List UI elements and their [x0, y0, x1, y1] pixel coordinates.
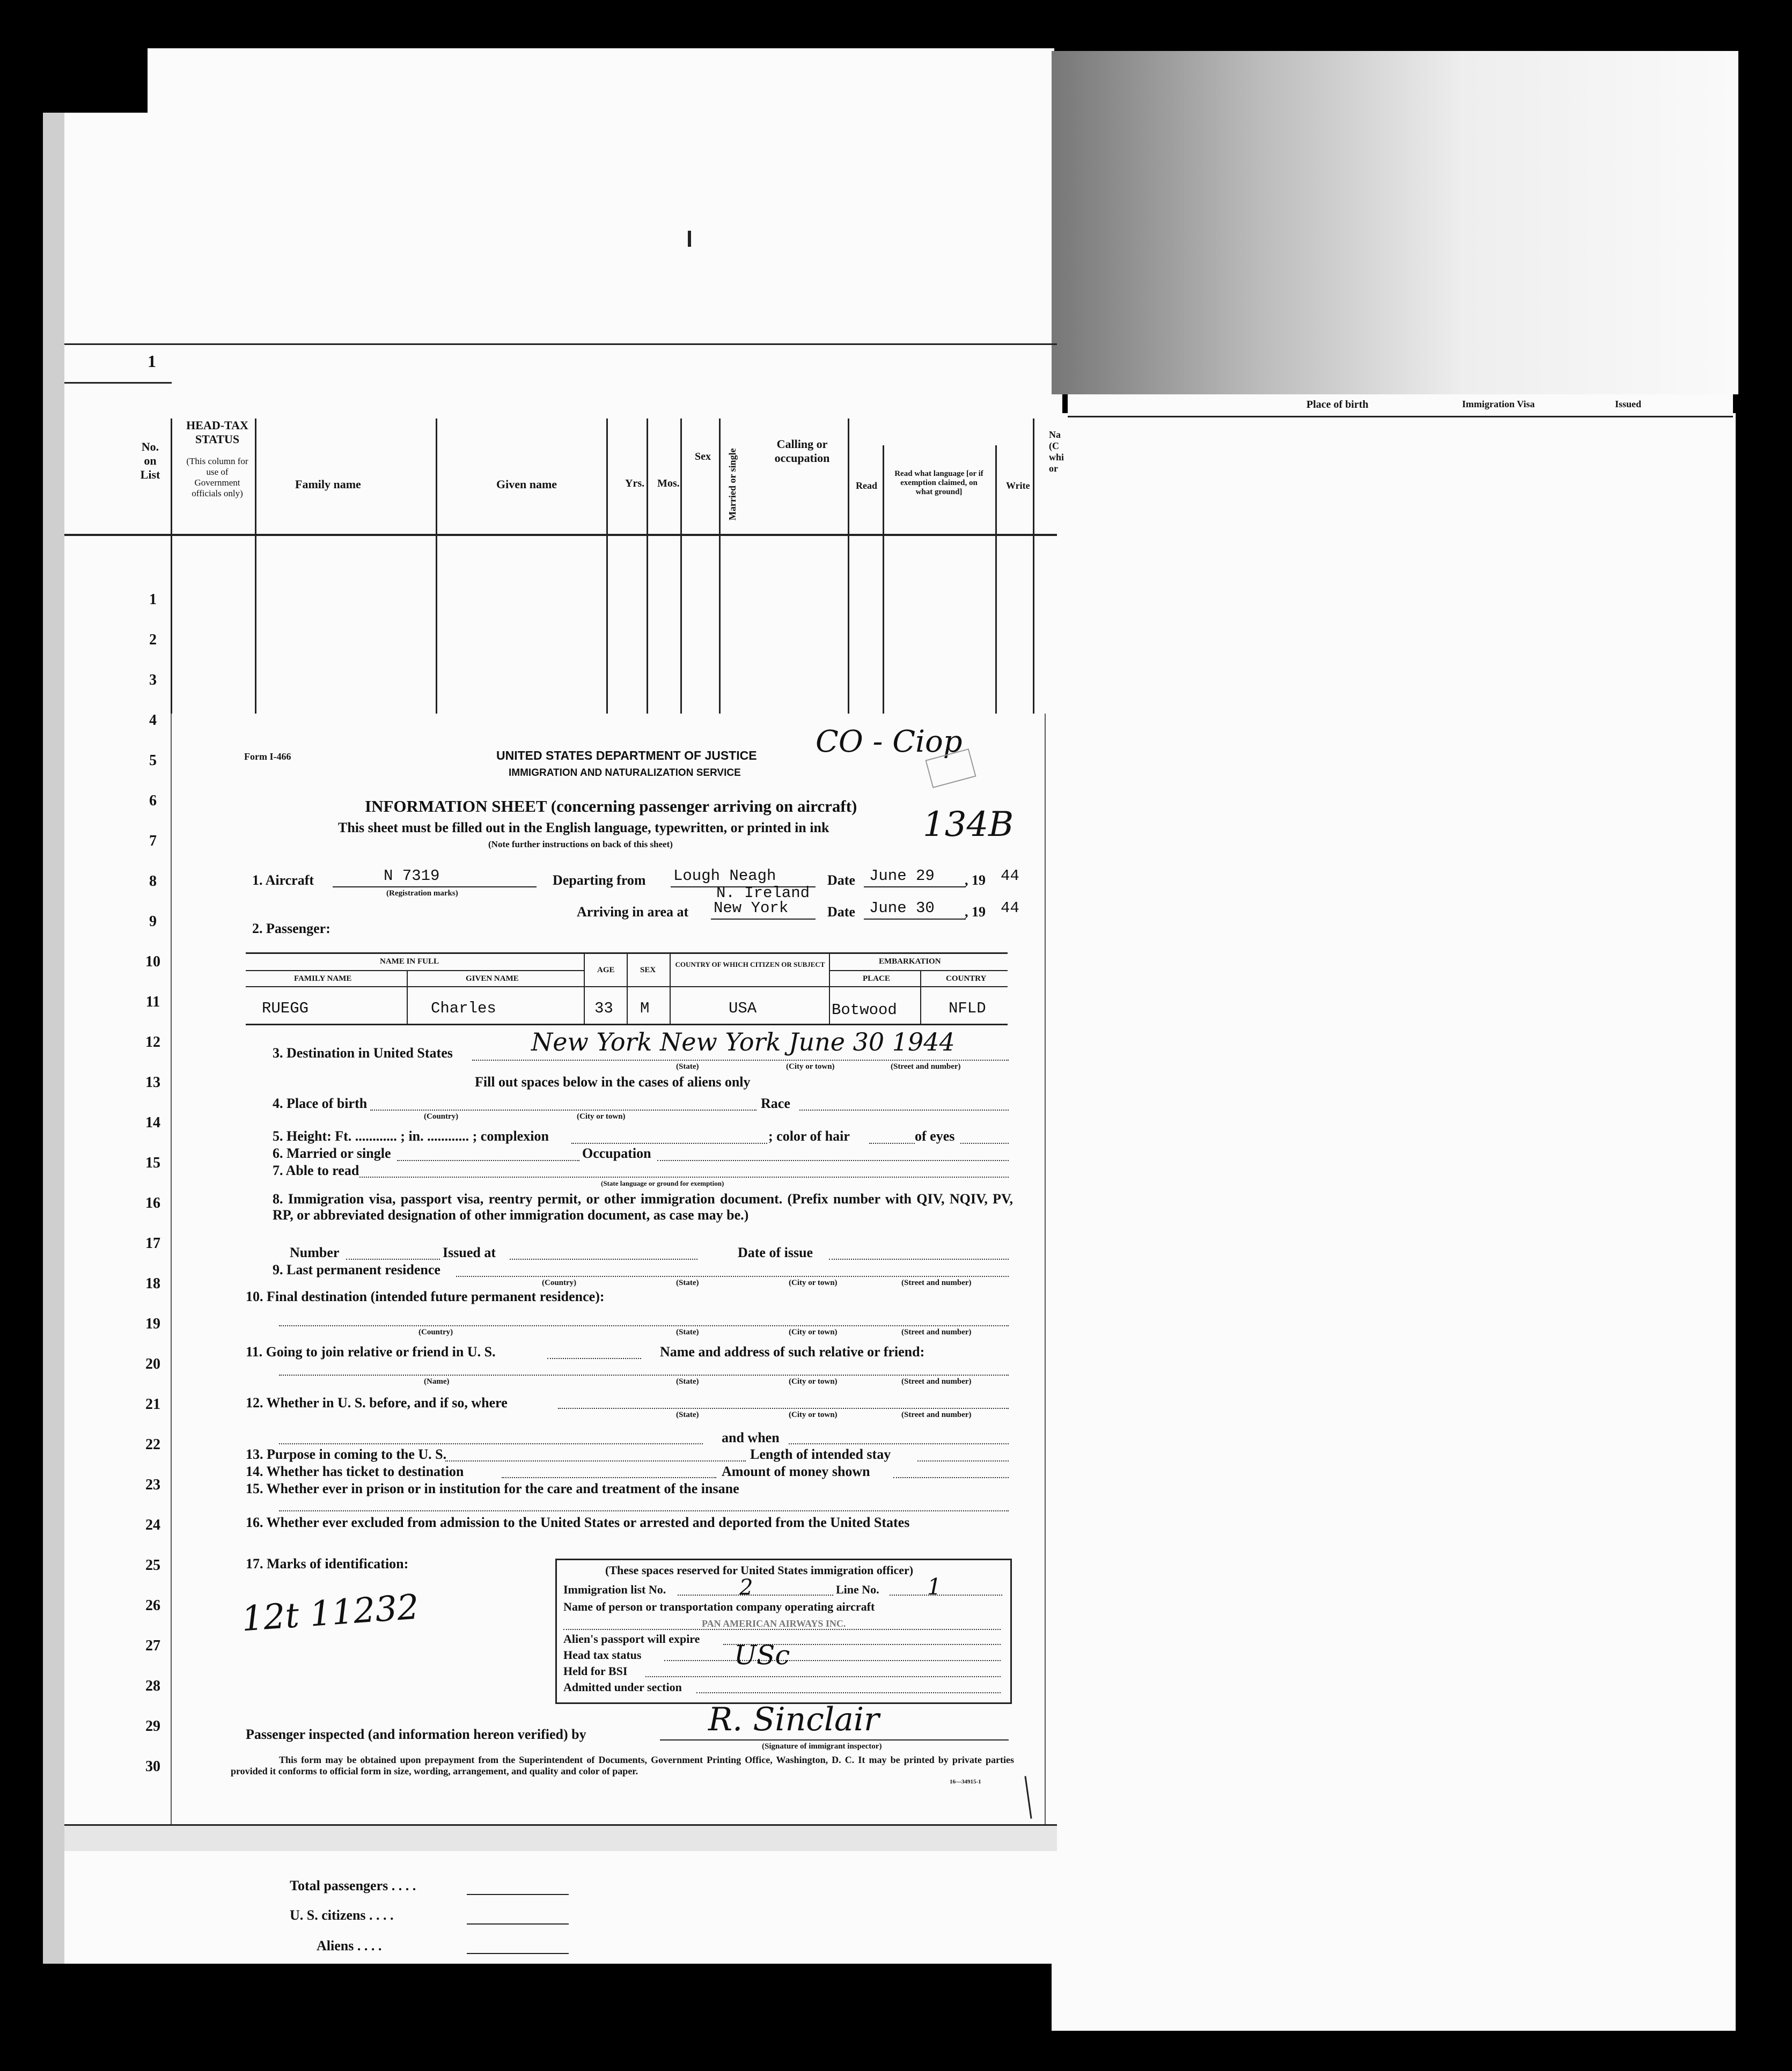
item-11-name: (Name): [424, 1377, 450, 1386]
family-name-header: FAMILY NAME: [294, 974, 352, 983]
row-number: 10: [145, 953, 160, 970]
flap-mark: [688, 231, 691, 247]
aliens-label: Aliens . . . .: [317, 1938, 382, 1954]
officer-box: [555, 1559, 1012, 1704]
officer-list-no: 2: [739, 1575, 753, 1600]
officer-head-tax-line: [664, 1660, 1001, 1661]
row-number: 24: [145, 1517, 160, 1533]
item-11-city: (City or town): [789, 1377, 838, 1386]
item-4-country: (Country): [424, 1112, 459, 1121]
row-number: 25: [145, 1557, 160, 1574]
row-number: 26: [145, 1597, 160, 1614]
item-14-money: Amount of money shown: [722, 1464, 870, 1479]
header-mos: Mos.: [657, 478, 680, 489]
header-issued: Issued: [1615, 399, 1642, 409]
row-number: 7: [149, 833, 157, 849]
form-note: (Note further instructions on back of this sheet): [488, 839, 673, 849]
item-17-label: 17. Marks of identification:: [246, 1556, 409, 1571]
officer-head-tax-value: USc: [734, 1640, 790, 1671]
total-passengers-label: Total passengers . . . .: [290, 1878, 416, 1893]
row-number: 2: [149, 631, 157, 648]
name-in-full-header: NAME IN FULL: [380, 957, 439, 966]
arrive-date-line: [864, 919, 966, 920]
officer-line-no-label: Line No.: [836, 1583, 879, 1596]
item-8-number-line: [346, 1259, 440, 1260]
header-married: Married or single: [727, 448, 738, 520]
item-11-name-address: Name and address of such relative or friend:: [660, 1344, 925, 1360]
officer-line-no-line: [890, 1595, 1002, 1596]
item-10-country: (Country): [418, 1328, 453, 1336]
header-calling: Calling or occupation: [774, 437, 830, 465]
item-8-date: Date of issue: [738, 1245, 813, 1260]
item-5-eyes-line: [960, 1143, 1009, 1144]
item-8-issued-line: [510, 1259, 697, 1260]
passenger-table: [246, 952, 1008, 1025]
item-14-label: 14. Whether has ticket to destination: [246, 1464, 464, 1479]
officer-bsi-label: Held for BSI: [563, 1664, 628, 1678]
header-head-tax-note: (This column for use of Government officials only): [186, 456, 248, 498]
item-14-money-line: [893, 1477, 1009, 1478]
officer-passport-expire: Alien's passport will expire: [563, 1632, 700, 1646]
officer-box-title: (These spaces reserved for United States immigration officer): [605, 1563, 914, 1577]
embark-place: Botwood: [832, 1001, 897, 1019]
destination-line: [472, 1060, 1009, 1061]
row-number: 30: [145, 1758, 160, 1775]
header-place-of-birth: Place of birth: [1306, 399, 1369, 410]
item-8-label: 8. Immigration visa, passport visa, reentry permit, or other immigration document. (Prefix number with QIV, NQIV, PV, RP, or abbreviated designation of other immigration document, as case may be.): [273, 1191, 1013, 1223]
header-nationality-partial: Na (C whi or: [1049, 429, 1064, 474]
row-number: 20: [145, 1356, 160, 1372]
item-10-city: (City or town): [789, 1328, 838, 1336]
item-6-label: 6. Married or single: [273, 1145, 391, 1161]
item-12-when-line-b: [789, 1443, 1009, 1444]
right-header-strip: [1068, 394, 1733, 417]
item-4-line: [370, 1110, 757, 1111]
item-4-city: (City or town): [577, 1112, 626, 1121]
manifest-edge: [43, 113, 64, 1964]
item-12-street: (Street and number): [901, 1411, 972, 1419]
header-family-name: Family name: [295, 478, 361, 491]
row-number: 19: [145, 1316, 160, 1332]
row-number: 21: [145, 1396, 160, 1413]
country-header: COUNTRY OF WHICH CITIZEN OR SUBJECT: [675, 960, 825, 968]
item-8-issued: Issued at: [443, 1245, 496, 1260]
top-flap: [148, 48, 1054, 424]
depart-date: June 29: [869, 867, 935, 885]
passenger-label: 2. Passenger:: [252, 921, 331, 936]
header-immigration-visa: Immigration Visa: [1462, 399, 1535, 409]
signature-sub: (Signature of immigrant inspector): [762, 1742, 882, 1751]
passenger-given-name: Charles: [431, 1000, 496, 1017]
passenger-family-name: RUEGG: [262, 1000, 309, 1017]
item-14-line: [502, 1477, 716, 1478]
row-number: 3: [149, 672, 157, 688]
row-number: 6: [149, 792, 157, 809]
item-12-label: 12. Whether in U. S. before, and if so, where: [246, 1395, 508, 1411]
arrive-date: June 30: [869, 899, 935, 917]
country2-header: COUNTRY: [946, 974, 987, 983]
item-4-race-line: [799, 1110, 1009, 1111]
item-13-len-line: [917, 1460, 1009, 1462]
inspector-signature: R. Sinclair: [708, 1701, 879, 1738]
item-12-line: [558, 1408, 1009, 1409]
item-11-line-2: [279, 1375, 1009, 1376]
depart-year: 44: [1001, 867, 1019, 885]
arrive-year-prefix: , 19: [965, 904, 986, 920]
row-number: 8: [149, 873, 157, 890]
officer-operator-label: Name of person or transportation company operating aircraft: [563, 1600, 875, 1613]
form-footer-code: 16—34915-1: [950, 1779, 981, 1785]
item-17-handwritten: 12t 11232: [240, 1587, 421, 1640]
item-10-street: (Street and number): [901, 1328, 972, 1336]
item-11-street: (Street and number): [901, 1377, 972, 1386]
depart-date-line: [864, 886, 966, 887]
embarkation-header: EMBARKATION: [879, 957, 941, 966]
item-16-label: 16. Whether ever excluded from admission to the United States or arrested and deported from the United States: [246, 1515, 910, 1530]
depart-year-prefix: , 19: [965, 872, 986, 888]
item-4-label: 4. Place of birth: [273, 1096, 368, 1111]
manifest-header: [107, 418, 1068, 539]
item-4-race: Race: [761, 1096, 790, 1111]
place-header: PLACE: [863, 974, 890, 983]
row-number: 9: [149, 913, 157, 930]
officer-list-no-label: Immigration list No.: [563, 1583, 666, 1596]
signature-line: [660, 1739, 1009, 1740]
item-10-state: (State): [676, 1328, 699, 1336]
row-number: 4: [149, 712, 157, 729]
item-13-label: 13. Purpose in coming to the U. S.: [246, 1446, 447, 1462]
item-6-occupation: Occupation: [582, 1145, 651, 1161]
header-yrs: Yrs.: [625, 478, 645, 489]
information-sheet: [171, 714, 1046, 1824]
passenger-citizenship: USA: [729, 1000, 757, 1017]
item-15-line: [279, 1510, 1009, 1511]
departing-value: Lough Neagh: [673, 867, 776, 885]
row-number: 27: [145, 1637, 160, 1654]
aircraft-sublabel: (Registration marks): [386, 889, 458, 898]
department: UNITED STATES DEPARTMENT OF JUSTICE: [496, 748, 757, 762]
item-12-when-line-a: [279, 1443, 703, 1444]
item-6-occ-line: [657, 1160, 1009, 1161]
item-10-label: 10. Final destination (intended future permanent residence):: [246, 1289, 605, 1304]
passenger-sex: M: [640, 1000, 650, 1017]
pen-stroke: [1024, 1776, 1032, 1819]
row-number: 11: [145, 994, 160, 1010]
departing-label: Departing from: [553, 872, 646, 888]
row-number: 23: [145, 1477, 160, 1493]
destination-state: (State): [676, 1062, 699, 1071]
officer-head-tax-label: Head tax status: [563, 1648, 642, 1662]
officer-operator: PAN AMERICAN AIRWAYS INC.: [702, 1618, 846, 1629]
right-faded-sheet: [1052, 51, 1738, 394]
officer-admitted-label: Admitted under section: [563, 1680, 682, 1694]
form-title: INFORMATION SHEET (concerning passenger arriving on aircraft): [365, 797, 857, 816]
officer-bsi-line: [645, 1676, 1001, 1677]
form-instruction: This sheet must be filled out in the English language, typewritten, or printed in ink: [338, 820, 829, 835]
arriving-value: New York: [714, 899, 789, 917]
inspected-label: Passenger inspected (and information hereon verified) by: [246, 1727, 586, 1742]
row-number: 15: [145, 1155, 160, 1171]
departing-value-2: N. Ireland: [716, 884, 810, 902]
service: IMMIGRATION AND NATURALIZATION SERVICE: [509, 767, 741, 779]
item-7-sub: (State language or ground for exemption): [601, 1179, 724, 1187]
destination-street: (Street and number): [891, 1062, 961, 1071]
item-8-number: Number: [290, 1245, 340, 1260]
destination-handwritten: New York New York June 30 1944: [531, 1027, 955, 1056]
arriving-label: Arriving in area at: [577, 904, 689, 920]
aircraft-value: N 7319: [384, 867, 440, 885]
item-15-label: 15. Whether ever in prison or in institution for the care and treatment of the insane: [246, 1481, 739, 1496]
age-header: AGE: [597, 966, 615, 974]
row-number: 16: [145, 1195, 160, 1211]
arriving-line: [711, 919, 816, 920]
row-number: 29: [145, 1718, 160, 1735]
manifest-page-number: 1: [148, 351, 156, 371]
given-name-header: GIVEN NAME: [466, 974, 519, 983]
header-write: Write: [1006, 480, 1030, 491]
row-number: 14: [145, 1114, 160, 1131]
item-9-street: (Street and number): [901, 1279, 972, 1287]
us-citizens-label: U. S. citizens . . . .: [290, 1907, 394, 1923]
aliens-only-note: Fill out spaces below in the cases of aliens only: [475, 1074, 751, 1090]
item-10-line: [279, 1325, 1009, 1326]
header-read-language: Read what language [or if exemption claimed, on what ground]: [894, 469, 983, 496]
aircraft-label: 1. Aircraft: [252, 872, 314, 888]
officer-admitted-line: [696, 1692, 1001, 1693]
item-5-label: 5. Height: Ft. ............ ; in. ............ ; complexion: [273, 1128, 549, 1144]
item-11-label: 11. Going to join relative or friend in U. S.: [246, 1344, 496, 1360]
item-5-eyes: of eyes: [915, 1128, 955, 1144]
arrive-year: 44: [1001, 899, 1019, 917]
right-blank-sheet: [1052, 413, 1736, 2031]
depart-date-label: Date: [827, 872, 855, 888]
handwritten-number: 134B: [923, 805, 1014, 844]
item-12-when: and when: [722, 1430, 780, 1445]
embark-country: NFLD: [949, 1000, 986, 1017]
item-9-country: (Country): [542, 1279, 577, 1287]
sex-header: SEX: [640, 966, 656, 974]
item-9-city: (City or town): [789, 1279, 838, 1287]
row-number: 18: [145, 1275, 160, 1292]
header-sex: Sex: [695, 451, 711, 462]
item-5-hair-line: [869, 1143, 915, 1144]
item-11-line: [547, 1358, 641, 1359]
item-12-city: (City or town): [789, 1411, 838, 1419]
row-number: 5: [149, 752, 157, 769]
item-13-length: Length of intended stay: [750, 1446, 891, 1462]
item-8-date-line: [829, 1259, 1009, 1260]
item-5-complexion-line: [571, 1143, 767, 1144]
item-7-label: 7. Able to read: [273, 1163, 359, 1178]
row-number: 22: [145, 1436, 160, 1453]
handwritten-top-note: CO - Ciop: [816, 724, 963, 759]
item-11-state: (State): [676, 1377, 699, 1386]
row-number: 12: [145, 1034, 160, 1051]
officer-list-no-line: [678, 1595, 833, 1596]
item-13-line: [445, 1460, 746, 1462]
arrive-date-label: Date: [827, 904, 855, 920]
row-number: 13: [145, 1074, 160, 1091]
header-no-on-list: No. on List: [140, 440, 160, 481]
header-given-name: Given name: [496, 478, 557, 491]
item-12-state: (State): [676, 1411, 699, 1419]
destination-city: (City or town): [786, 1062, 835, 1071]
item-5-hair: ; color of hair: [768, 1128, 850, 1144]
item-7-line: [359, 1177, 1009, 1178]
item-9-line: [456, 1276, 1009, 1277]
header-head-tax: HEAD-TAX STATUS: [186, 418, 248, 446]
row-number: 1: [149, 591, 157, 608]
destination-label: 3. Destination in United States: [273, 1045, 453, 1061]
item-9-state: (State): [676, 1279, 699, 1287]
row-number: 17: [145, 1235, 160, 1252]
row-number: 28: [145, 1678, 160, 1694]
item-6-line: [397, 1160, 579, 1161]
officer-line-no: 1: [927, 1574, 942, 1600]
passenger-age: 33: [594, 1000, 613, 1017]
aircraft-line: [333, 886, 537, 887]
form-footer: This form may be obtained upon prepayment from the Superintendent of Documents, Government Printing Office, Washington, D. C. It may be printed by private parties provided it conforms to official form in size, wording, arrangement, and quality and color of paper.: [231, 1754, 1014, 1776]
form-number: Form I-466: [244, 751, 291, 762]
item-9-label: 9. Last permanent residence: [273, 1262, 440, 1277]
header-read: Read: [856, 480, 877, 491]
manifest-bottom-band: [64, 1824, 1057, 1851]
